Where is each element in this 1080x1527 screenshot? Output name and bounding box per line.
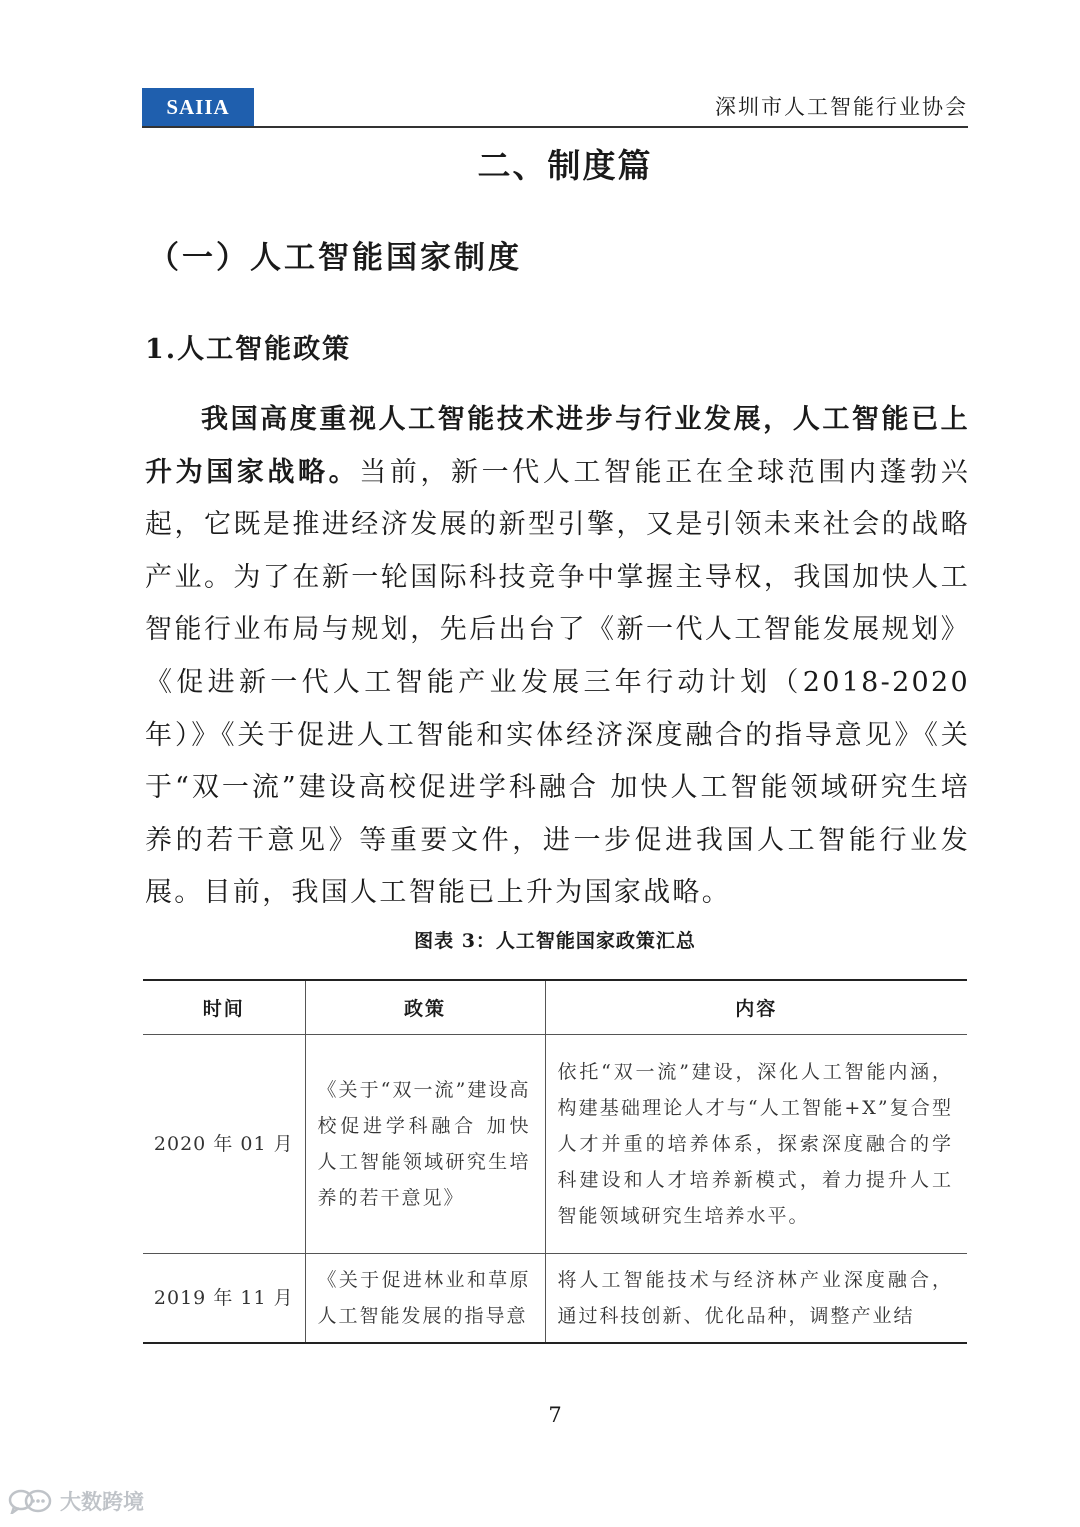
table-row — [143, 1254, 967, 1344]
cell-time: 2019 年 11 月 — [143, 1254, 305, 1344]
cell-policy: 《关于促进林业和草原人工智能发展的指导意 — [305, 1254, 545, 1344]
body-text: 当前，新一代人工智能正在全球范围内蓬勃兴起，它既是推进经济发展的新型引擎，又是引领未来社会的战略产业。为了在新一轮国际科技竞争中掌握主导权，我国加快人工智能行业布局与规划，先后出台了《新一代人工智能发展规划》《促进新一代人工智能产业发展三年行动计划（2018-2020 年）》《关于促进人工智能和实体经济深度融合的指导意见》《关于“双一流”建设高校促进学科融合 加快人工智能领域研究生培养的若干意见》等重要文件，进一步促进我国人工智能行业发展。目前，我国人工智能已上升为国家战略。 — [145, 456, 970, 909]
watermark-text: 大数跨境 — [60, 1490, 144, 1514]
header-time: 时间 — [143, 980, 305, 1035]
saiia-badge: SAIIA — [142, 88, 254, 126]
header-content: 内容 — [545, 980, 967, 1035]
sub-title: 1.人工智能政策 — [145, 334, 352, 365]
cell-time: 2020 年 01 月 — [143, 1035, 305, 1254]
policy-table — [143, 979, 967, 1344]
cell-policy: 《关于“双一流”建设高校促进学科融合 加快人工智能领域研究生培养的若干意见》 — [305, 1035, 545, 1254]
table-row — [143, 1035, 967, 1254]
header-policy: 政策 — [305, 980, 545, 1035]
page-title: 二、制度篇 — [477, 146, 653, 185]
section-title: （一）人工智能国家制度 — [148, 240, 522, 276]
cell-content: 依托“双一流”建设，深化人工智能内涵，构建基础理论人才与“人工智能+X”复合型人才并重的培养体系，探索深度融合的学科建设和人才培养新模式，着力提升人工智能领域研究生培养水平。 — [545, 1035, 967, 1254]
chat-bubbles-icon — [8, 1488, 54, 1514]
body-bold-lead: 我国高度重视人工智能技术进步与行业发展，人工智能已上升为国家战略。 — [145, 404, 970, 488]
header-org-name: 深圳市人工智能行业协会 — [715, 95, 968, 119]
watermark — [8, 1487, 144, 1515]
body-paragraph — [145, 394, 970, 920]
table-header-row — [143, 980, 967, 1035]
page-number: 7 — [548, 1403, 562, 1427]
page-header — [142, 88, 968, 128]
cell-content: 将人工智能技术与经济林产业深度融合，通过科技创新、优化品种，调整产业结 — [545, 1254, 967, 1344]
figure-caption: 图表 3：人工智能国家政策汇总 — [414, 930, 696, 952]
